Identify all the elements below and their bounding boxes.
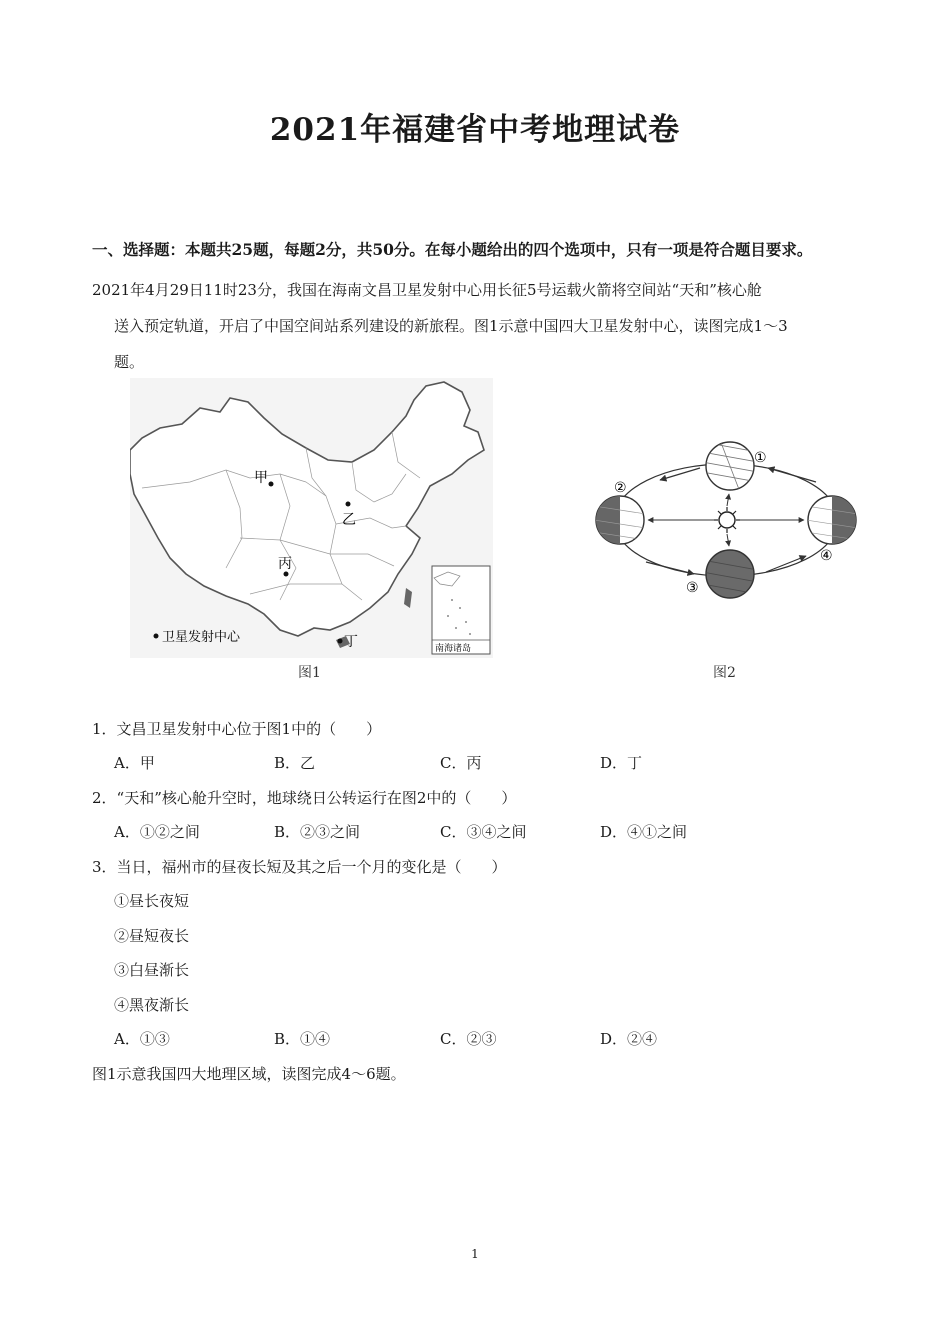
figure-2-caption: 图2	[713, 665, 736, 681]
intro-paragraph	[92, 272, 877, 380]
q2-option-b: B．②③之间	[274, 823, 361, 841]
label-yi: 乙	[342, 512, 356, 528]
q3-statement-4: ④黑夜渐长	[114, 996, 190, 1014]
q1-option-c: C．丙	[440, 754, 482, 772]
q3-statement-3: ③白昼渐长	[114, 961, 190, 979]
map-legend	[154, 629, 242, 645]
q3-option-a: A．①③	[114, 1030, 170, 1048]
earth-position-3	[702, 550, 758, 598]
question-2-stem: 2．“天和”核心舱升空时，地球绕日公转运行在图2中的（ ）	[92, 789, 517, 807]
inset-label: 南海诸岛	[435, 644, 472, 654]
q2-option-c: C．③④之间	[440, 823, 527, 841]
q1-option-d: D．丁	[600, 754, 643, 772]
intro-line-2: 送入预定轨道，开启了中国空间站系列建设的新旅程。图1示意中国四大卫星发射中心，读图完成1～3	[114, 317, 788, 335]
q3-option-c: C．②③	[440, 1030, 497, 1048]
page-title: 2021年福建省中考地理试卷	[269, 112, 681, 148]
sun-icon	[714, 507, 740, 533]
q2-option-a: A．①②之间	[114, 823, 200, 841]
label-bing: 丙	[278, 556, 292, 572]
label-jia: 甲	[254, 470, 268, 486]
label-ding: 丁	[344, 634, 358, 650]
intro-line-3: 题。	[114, 353, 145, 371]
q3-option-d: D．②④	[600, 1030, 658, 1048]
position-label-4: ④	[820, 548, 833, 564]
question-3-stem: 3．当日，福州市的昼夜长短及其之后一个月的变化是（ ）	[92, 858, 507, 876]
south-china-sea-inset	[432, 566, 490, 654]
position-label-3: ③	[686, 580, 699, 596]
figure-1-caption: 图1	[298, 665, 321, 681]
section-header: 一、选择题：本题共25题，每题2分，共50分。在每小题给出的四个选项中，只有一项是符合题目要求。	[92, 240, 813, 259]
q3-statement-1: ①昼长夜短	[114, 892, 190, 910]
earth-position-2	[594, 492, 646, 548]
q2-option-d: D．④①之间	[600, 823, 688, 841]
legend-label: 卫星发射中心	[162, 630, 241, 645]
earth-position-1	[702, 440, 758, 492]
q1-option-a: A．甲	[114, 754, 155, 772]
intro-line-1: 2021年4月29日11时23分，我国在海南文昌卫星发射中心用长征5号运载火箭将空间站“天和”核心舱	[92, 281, 762, 299]
figure-1-china-map	[130, 378, 493, 658]
position-label-1: ①	[754, 450, 767, 466]
q3-option-b: B．①④	[274, 1030, 331, 1048]
q3-statement-2: ②昼短夜长	[114, 927, 190, 945]
page-number: 1	[471, 1247, 479, 1261]
question-1-stem: 1．文昌卫星发射中心位于图1中的（ ）	[92, 720, 382, 738]
q1-option-b: B．乙	[274, 754, 316, 772]
position-label-2: ②	[614, 480, 627, 496]
figure-2-earth-orbit	[590, 432, 862, 602]
next-question-intro: 图1示意我国四大地理区域，读图完成4～6题。	[92, 1065, 406, 1083]
earth-position-4	[806, 492, 858, 548]
